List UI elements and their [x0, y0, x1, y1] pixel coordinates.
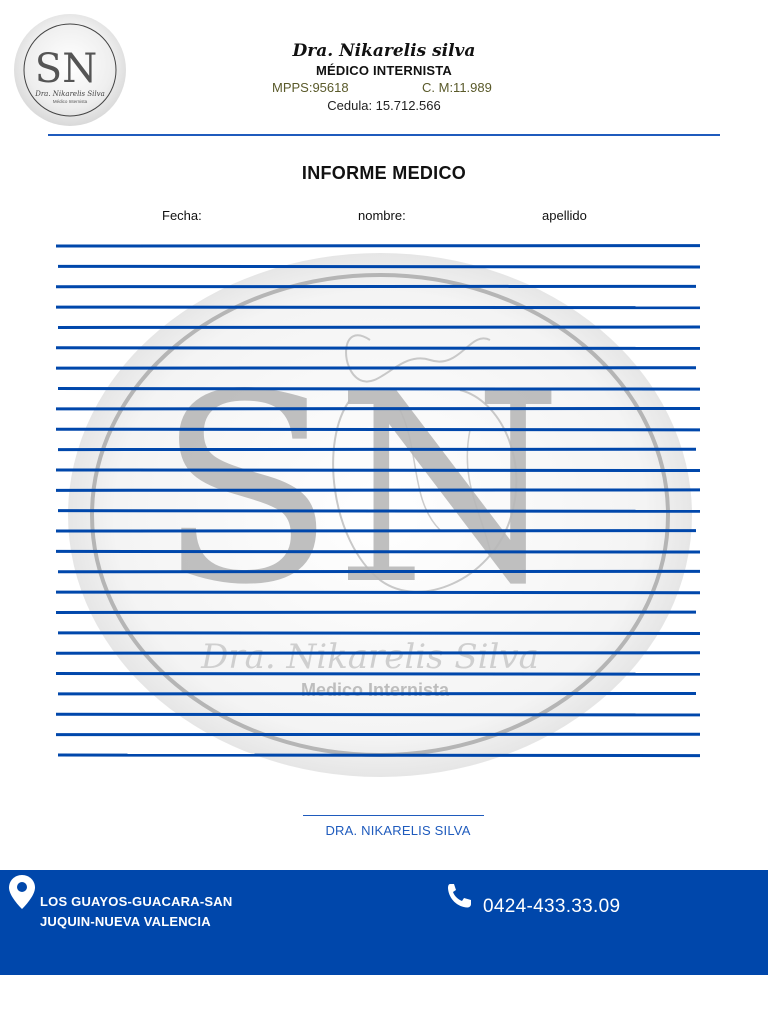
writing-line [56, 429, 700, 430]
nombre-label: nombre: [358, 208, 406, 223]
writing-line [58, 511, 700, 512]
signature-name: DRA. NIKARELIS SILVA [325, 823, 471, 838]
watermark-monogram: SN [157, 340, 563, 642]
writing-line [56, 470, 700, 471]
address [40, 892, 280, 932]
specialty: MÉDICO INTERNISTA [315, 63, 453, 78]
writing-line [56, 348, 700, 349]
cedula: Cedula: 15.712.566 [327, 98, 441, 113]
writing-line [56, 307, 700, 308]
cm-number: C. M:11.989 [422, 80, 492, 95]
writing-line [58, 266, 700, 267]
mpps-number: MPPS:95618 [272, 80, 349, 95]
writing-line [58, 755, 700, 756]
doctor-name: Dra. Nikarelis silva [292, 41, 476, 61]
fecha-label: Fecha: [162, 208, 202, 223]
writing-line [56, 714, 700, 715]
address-line-1: LOS GUAYOS-GUACARA-SAN [40, 894, 233, 909]
writing-line [58, 633, 700, 634]
logo-name: Dra. Nikarelis Silva [35, 90, 105, 98]
watermark-subtitle: Medico Internista [300, 680, 450, 700]
address-line-2: JUQUIN-NUEVA VALENCIA [40, 914, 211, 929]
logo-subtitle: Médico Internista [52, 99, 88, 104]
writing-line [56, 674, 700, 675]
logo-monogram: SN [34, 46, 98, 92]
report-title: INFORME MEDICO [301, 163, 467, 183]
writing-line [56, 592, 700, 593]
footer-bar [0, 870, 768, 975]
writing-line [58, 389, 700, 390]
watermark-name: Dra. Nikarelis Silva [201, 637, 539, 677]
apellido-label: apellido [542, 208, 587, 223]
signature-line [303, 815, 484, 816]
location-pin-icon [8, 874, 36, 910]
phone-number: 0424-433.33.09 [483, 896, 621, 917]
phone-icon [444, 882, 474, 910]
writing-line [56, 551, 700, 552]
